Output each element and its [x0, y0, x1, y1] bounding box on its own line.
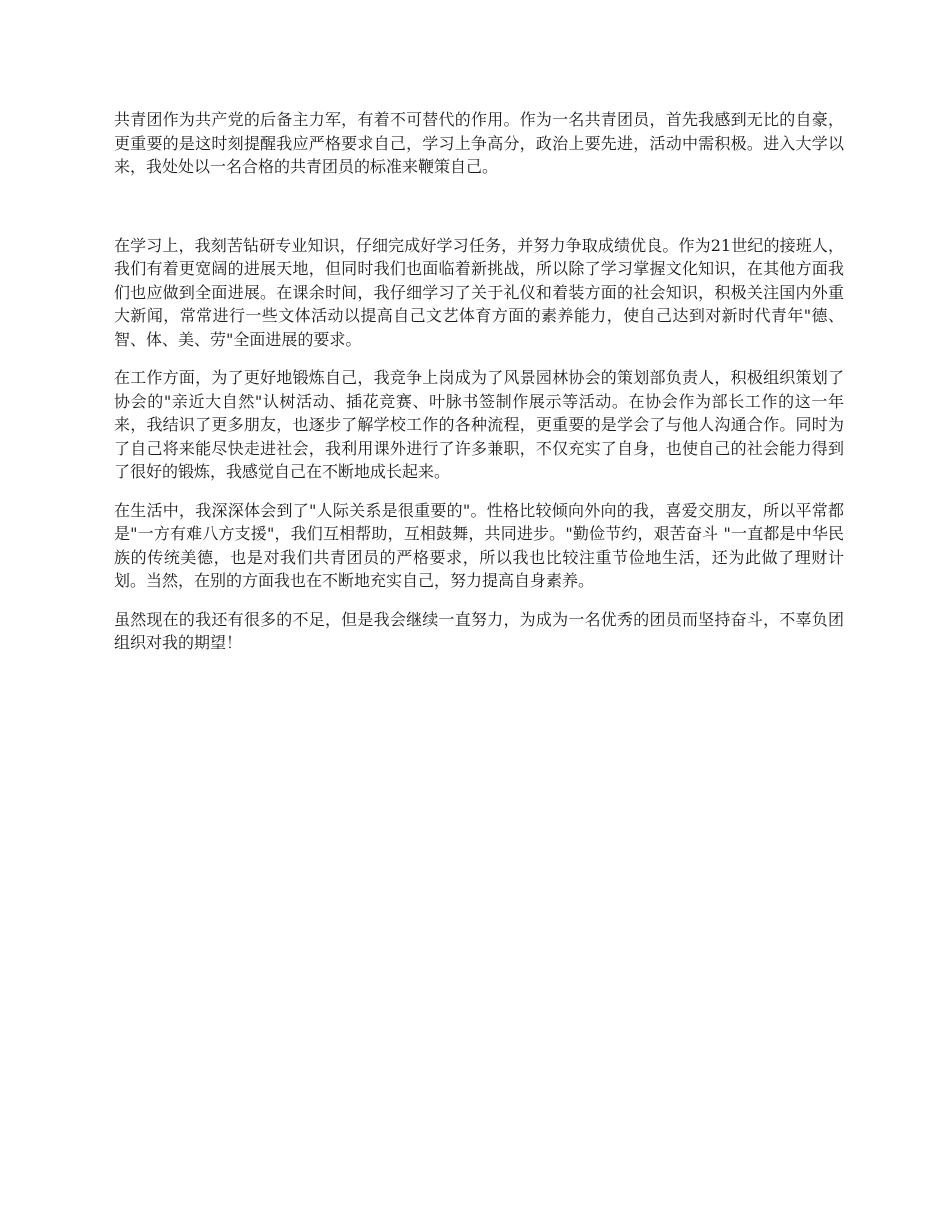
paragraph-study: 在学习上，我刻苦钻研专业知识，仔细完成好学习任务，并努力争取成绩优良。作为21世纪的接班人，我们有着更宽阔的进展天地，但同时我们也面临着新挑战，所以除了学习掌握文化知识，在其他方面我们也应做到全面进展。在课余时间，我仔细学习了关于礼仪和着装方面的社会知识，积极关注国内外重大新闻，常常进行一些文体活动以提高自己文艺体育方面的素养能力，使自己达到对新时代青年"德、智、体、美、劳"全面进展的要求。 — [114, 235, 844, 349]
paragraph-work: 在工作方面，为了更好地锻炼自己，我竞争上岗成为了风景园林协会的策划部负责人，积极组织策划了协会的"亲近大自然"认树活动、插花竞赛、叶脉书签制作展示等活动。在协会作为部长工作的这一年来，我结识了更多朋友，也逐步了解学校工作的各种流程，更重要的是学会了与他人沟通合作。同时为了自己将来能尽快走进社会，我利用课外进行了许多兼职，不仅充实了自身，也使自己的社会能力得到了很好的锻炼，我感觉自己在不断地成长起来。 — [114, 368, 844, 481]
document-body — [114, 108, 844, 670]
paragraph-intro: 共青团作为共产党的后备主力军，有着不可替代的作用。作为一名共青团员，首先我感到无比的自豪，更重要的是这时刻提醒我应严格要求自己，学习上争高分，政治上要先进，活动中需积极。进入大学以来，我处处以一名合格的共青团员的标准来鞭策自己。 — [114, 110, 844, 176]
paragraph-life: 在生活中，我深深体会到了"人际关系是很重要的"。性格比较倾向外向的我，喜爱交朋友，所以平常都是"一方有难八方支援"，我们互相帮助，互相鼓舞，共同进步。"勤俭节约，艰苦奋斗 "一直都是中华民族的传统美德，也是对我们共青团员的严格要求，所以我也比较注重节俭地生活，还为此做了理财计划。当然，在别的方面我也在不断地充实自己，努力提高自身素养。 — [114, 500, 844, 590]
paragraph-conclusion: 虽然现在的我还有很多的不足，但是我会继续一直努力，为成为一名优秀的团员而坚持奋斗，不辜负团组织对我的期望！ — [114, 609, 844, 652]
